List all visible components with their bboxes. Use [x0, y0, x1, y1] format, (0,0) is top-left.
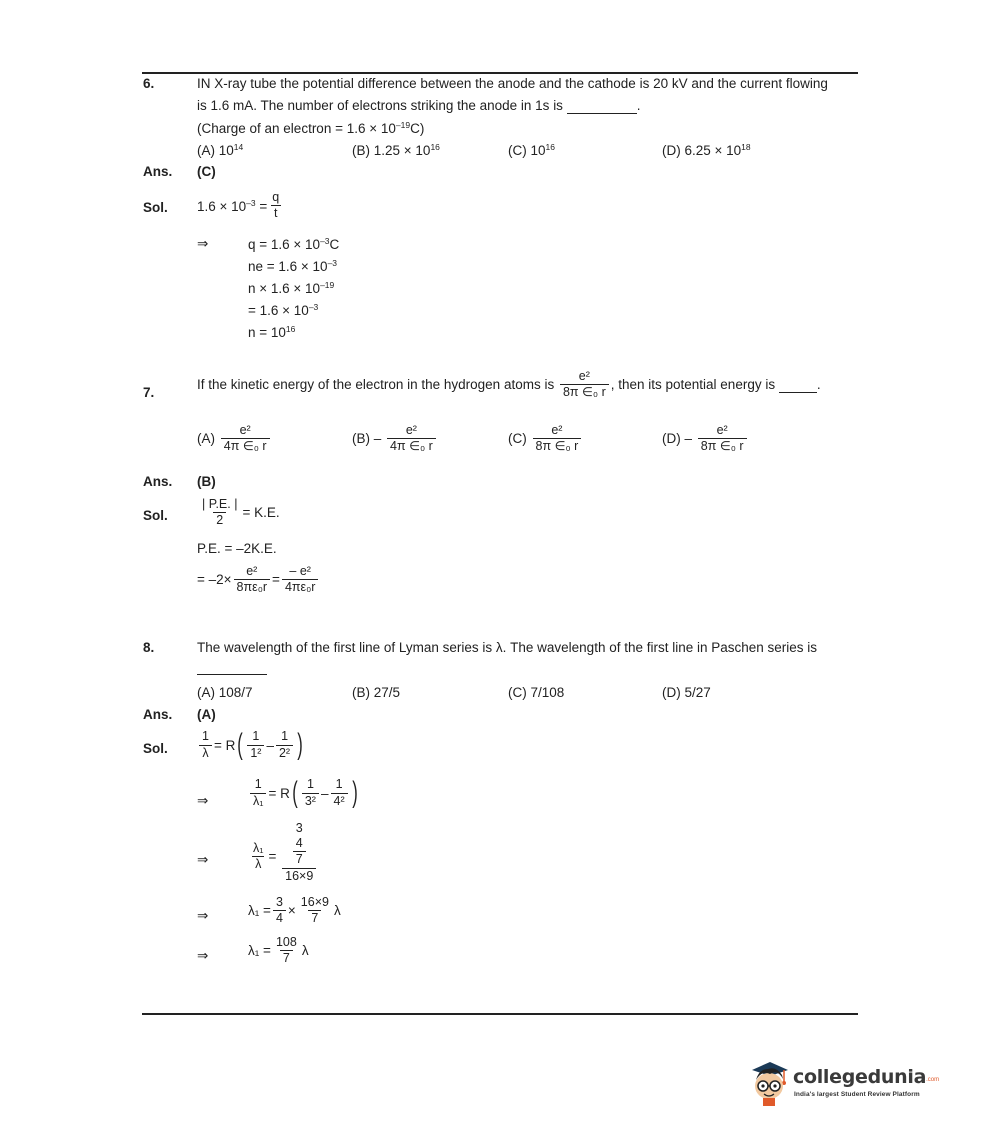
q7-sol-line3: = –2× $\frac{\text{e²}}{\text{8πε₀r}}$ = $\frac{\text{– e²}}{\text{4πε₀r}}$	[197, 565, 320, 594]
q6-line2: is 1.6 mA. The number of electrons striking the anode in 1s is .	[197, 98, 641, 113]
q6-line1: IN X-ray tube the potential difference between the anode and the cathode is 20 kV and the current flowing	[197, 76, 828, 91]
q7-option-d: (D) – $\frac{\text{e²}}{\text{8π ∈₀ r}}$	[662, 424, 749, 453]
q6-sol-line2: $q = 1.6 \times 10^{-3}C$	[248, 236, 340, 252]
q7-option-c: (C) $\frac{\text{e²}}{\text{8π ∈₀ r}}$	[508, 424, 583, 453]
q6-blank	[567, 98, 637, 114]
logo-wordmark	[793, 1066, 939, 1088]
q6-line2-text: is 1.6 mA. The number of electrons striking the anode in 1s is	[197, 98, 563, 113]
q6-sol-label: Sol.	[143, 200, 168, 215]
q8-ans-label: Ans.	[143, 707, 173, 722]
q8-sol-line5: λ₁ = $\frac{108}{7}$ λ	[248, 935, 309, 966]
q8-blank	[197, 674, 267, 675]
q6-sol-line5: = $1.6 \times 10^{-3}$	[248, 302, 319, 318]
q7-sol-label: Sol.	[143, 508, 168, 523]
q7-stem: If the kinetic energy of the electron in the hydrogen atoms is $\frac{\text{e²}}{\text{8π ∈₀ r}}$ , then its potential energy is .	[197, 369, 821, 400]
mascot-icon	[748, 1056, 792, 1108]
q6-ans-label: Ans.	[143, 164, 173, 179]
q6-sol-line4: $n \times 1.6 \times 10^{-19}$	[248, 280, 335, 296]
q6-line3-pre: (Charge of an electron = 1.6 × 10	[197, 121, 396, 136]
q7-option-a: (A) $\frac{\text{e²}}{\text{4π ∈₀ r}}$	[197, 424, 272, 453]
q6-option-c: (C) $10^{16}$	[508, 142, 555, 158]
q6-number: 6.	[143, 76, 155, 91]
q8-option-c: (C) 7/108	[508, 685, 565, 700]
q6-option-a: (A) $10^{14}$	[197, 142, 244, 158]
q6-line3-exp: –19	[395, 120, 411, 130]
q6-option-d: (D) $6.25 \times 10^{18}$	[662, 142, 751, 158]
q8-sol-line3: $\frac{\text{λ₁}}{\lambda}$ = 3 $\frac{4}{7}$ 16×9	[248, 822, 318, 884]
q8-sol-line2: $\frac{1}{\text{λ₁}}$ = R( $\frac{1}{\text{3²}}$ – $\frac{1}{\text{4²}}$ )	[248, 778, 360, 808]
q7-number: 7.	[143, 385, 155, 400]
q7-answer: (B)	[197, 474, 216, 489]
logo-tagline: India's largest Student Review Platform	[794, 1091, 920, 1098]
q6-option-b: (B) $1.25 \times 10^{16}$	[352, 142, 440, 158]
bottom-rule	[142, 1013, 858, 1015]
top-rule	[142, 72, 858, 74]
q8-number: 8.	[143, 640, 155, 655]
q7-sol-line1: $\frac{| P.E. |}{2}$ = K.E.	[202, 497, 280, 528]
q6-sol-line3: ne = $1.6 \times 10^{-3}$	[248, 258, 338, 274]
q6-sol-line1: $1.6 \times 10^{-3}$ = $\frac{q}{t}$	[197, 190, 280, 221]
q8-answer: (A)	[197, 707, 216, 722]
logo-suffix: .com	[926, 1077, 940, 1083]
q8-option-a: (A) 108/7	[197, 685, 253, 700]
q8-sol-line4: λ₁ = $\frac{3}{4}$ × $\frac{16\times 9}{7}$ λ	[248, 895, 341, 926]
logo-name: collegedunia	[793, 1066, 927, 1088]
q8-sol-line1: $\frac{1}{\lambda}$ = R( $\frac{1}{\text{1²}}$ – $\frac{1}{\text{2²}}$ )	[197, 730, 305, 760]
q6-sol-line6: $n = 10^{16}$	[248, 324, 296, 340]
q6-arrow: ⇒	[197, 236, 209, 251]
q7-sol-line2: P.E. = –2K.E.	[197, 541, 277, 556]
q8-option-b: (B) 27/5	[352, 685, 401, 700]
q8-stem: The wavelength of the first line of Lyman series is λ. The wavelength of the first line in Paschen series is	[197, 640, 818, 655]
q7-option-b: (B) – $\frac{\text{e²}}{\text{4π ∈₀ r}}$	[352, 424, 438, 453]
q8-sol-label: Sol.	[143, 741, 168, 756]
q6-line3	[197, 120, 424, 136]
q8-arrow-2: ⇒	[197, 852, 209, 867]
q8-arrow-4: ⇒	[197, 948, 209, 963]
q7-ans-label: Ans.	[143, 474, 173, 489]
q8-arrow-3: ⇒	[197, 908, 209, 923]
q6-answer: (C)	[197, 164, 216, 179]
q8-option-d: (D) 5/27	[662, 685, 711, 700]
q8-arrow-1: ⇒	[197, 793, 209, 808]
q6-line3-post: C)	[410, 121, 425, 136]
